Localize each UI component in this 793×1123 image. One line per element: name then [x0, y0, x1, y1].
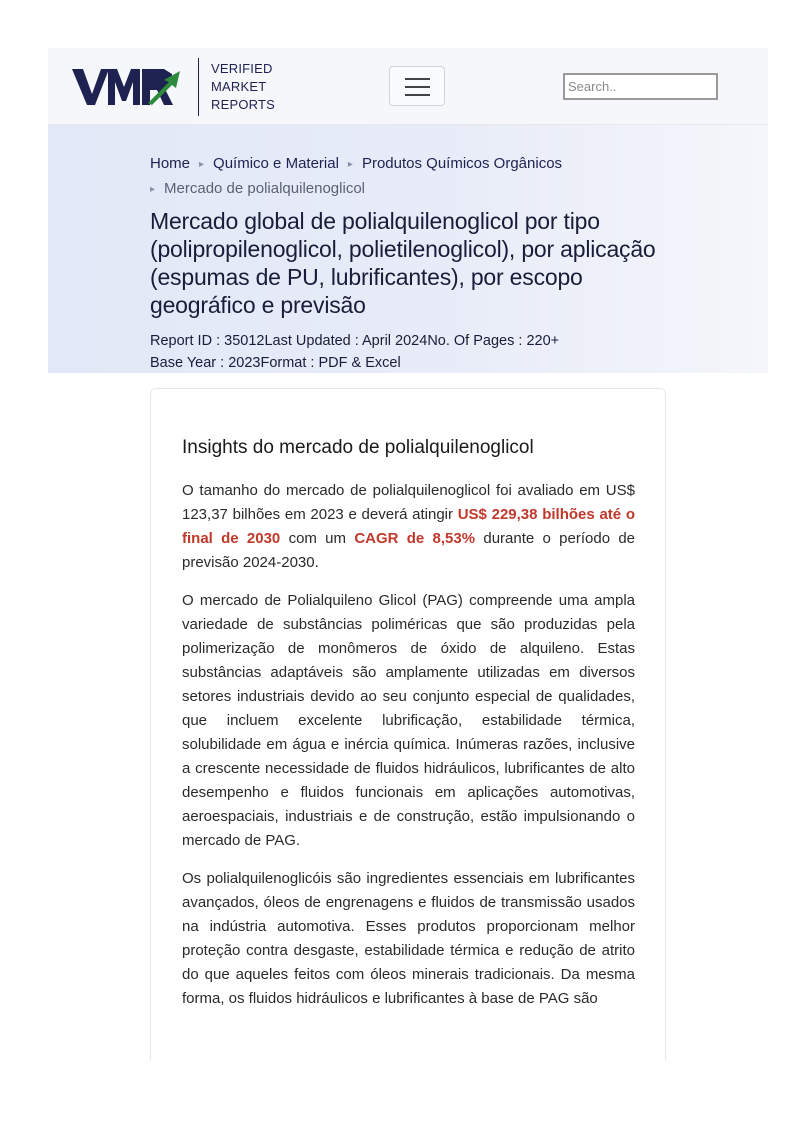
- chevron-right-icon: ▸: [199, 159, 205, 170]
- hamburger-icon-bar-bottom: [405, 94, 430, 96]
- cagr-highlight: CAGR de 8,53%: [354, 530, 476, 547]
- format-value: PDF & Excel: [318, 355, 401, 371]
- breadcrumb-home[interactable]: Home: [150, 155, 191, 172]
- base-year-label: Base Year :: [150, 355, 229, 371]
- pages-value: 220+: [526, 333, 560, 349]
- last-updated-value: April 2024: [362, 333, 428, 349]
- chevron-right-icon: ▸: [347, 159, 353, 170]
- page-title: Mercado global de polialquilenoglicol por tipo (polipropilenoglicol, polietilenoglicol), por aplicação (espumas de PU, lubrificantes), por escopo geográfico e previsão: [150, 208, 656, 318]
- menu-toggle-button[interactable]: [389, 66, 445, 106]
- pages-label: No. Of Pages :: [427, 333, 527, 349]
- insights-paragraph-2: O mercado de Polialquileno Glicol (PAG) compreende uma ampla variedade de substâncias poliméricas que são produzidas pela polimerização de monômeros de óxido de alquileno. Estas substâncias adaptáveis são amplamente utilizadas em diversos setores industriais devido ao seu conjunto especial de qualidades, que incluem excelente lubrificação, estabilidade térmica, solubilidade em água e inércia química. Inúmeras razões, inclusive a crescente necessidade de fluidos hidráulicos, lubrificantes de alto desempenho e fluidos funcionais em aplicações automotivas, aeroespaciais, industriais e de construção, estão impulsionando o mercado de PAG.: [182, 592, 635, 849]
- last-updated-label: Last Updated :: [264, 333, 363, 349]
- breadcrumb-produtos-quimicos[interactable]: Produtos Químicos Orgânicos: [361, 155, 563, 172]
- report-id-value: 35012: [224, 333, 265, 349]
- insights-paragraph-1: [182, 479, 635, 575]
- p1-text-a: O tamanho do mercado de polialquilenoglicol foi avaliado em US$ 123,37 bilhões em 2023 e deverá atingir: [182, 482, 635, 523]
- breadcrumb-current: Mercado de polialquilenoglicol: [164, 180, 365, 197]
- format-label: Format :: [260, 355, 319, 371]
- logo-divider: [198, 58, 199, 116]
- vmr-logo-icon: [72, 67, 184, 107]
- logo-text: [211, 60, 275, 114]
- site-header: [48, 48, 768, 125]
- chevron-right-icon: ▸: [150, 184, 156, 195]
- hamburger-icon-bar-middle: [405, 86, 430, 88]
- breadcrumb: [150, 152, 730, 202]
- page-frame: [48, 48, 768, 1060]
- search-input[interactable]: [563, 73, 718, 100]
- insights-title: Insights do mercado de polialquilenoglicol: [182, 437, 534, 458]
- logo[interactable]: [72, 58, 275, 116]
- meta-row-2: [150, 352, 710, 374]
- report-meta: [150, 330, 710, 374]
- base-year-value: 2023: [228, 355, 261, 371]
- logo-line-market: MARKET: [211, 79, 267, 94]
- p1-text-c: durante o período de previsão 2024-2030.: [182, 530, 635, 571]
- insights-card: [150, 388, 666, 1060]
- logo-line-reports: REPORTS: [211, 97, 276, 112]
- logo-line-verified: VERIFIED: [211, 61, 273, 76]
- insights-content: [182, 435, 635, 1025]
- insights-paragraph-3: Os polialquilenoglicóis são ingredientes essenciais em lubrificantes avançados, óleos de engrenagens e fluidos de transmissão usados na indústria automotiva. Esses produtos proporcionam melhor proteção contra desgaste, estabilidade térmica e redução de atrito do que aqueles feitos com óleos minerais tradicionais. Da mesma forma, os fluidos hidráulicos e lubrificantes à base de PAG são: [182, 870, 635, 1007]
- market-size-highlight: US$ 229,38 bilhões até o final de 2030: [182, 506, 636, 547]
- p1-text-b: com um: [280, 530, 355, 547]
- report-id-label: Report ID :: [150, 333, 225, 349]
- breadcrumb-quimico-material[interactable]: Químico e Material: [213, 155, 339, 172]
- hamburger-icon: [405, 78, 430, 80]
- meta-row-1: [150, 330, 710, 352]
- report-hero: [48, 125, 768, 373]
